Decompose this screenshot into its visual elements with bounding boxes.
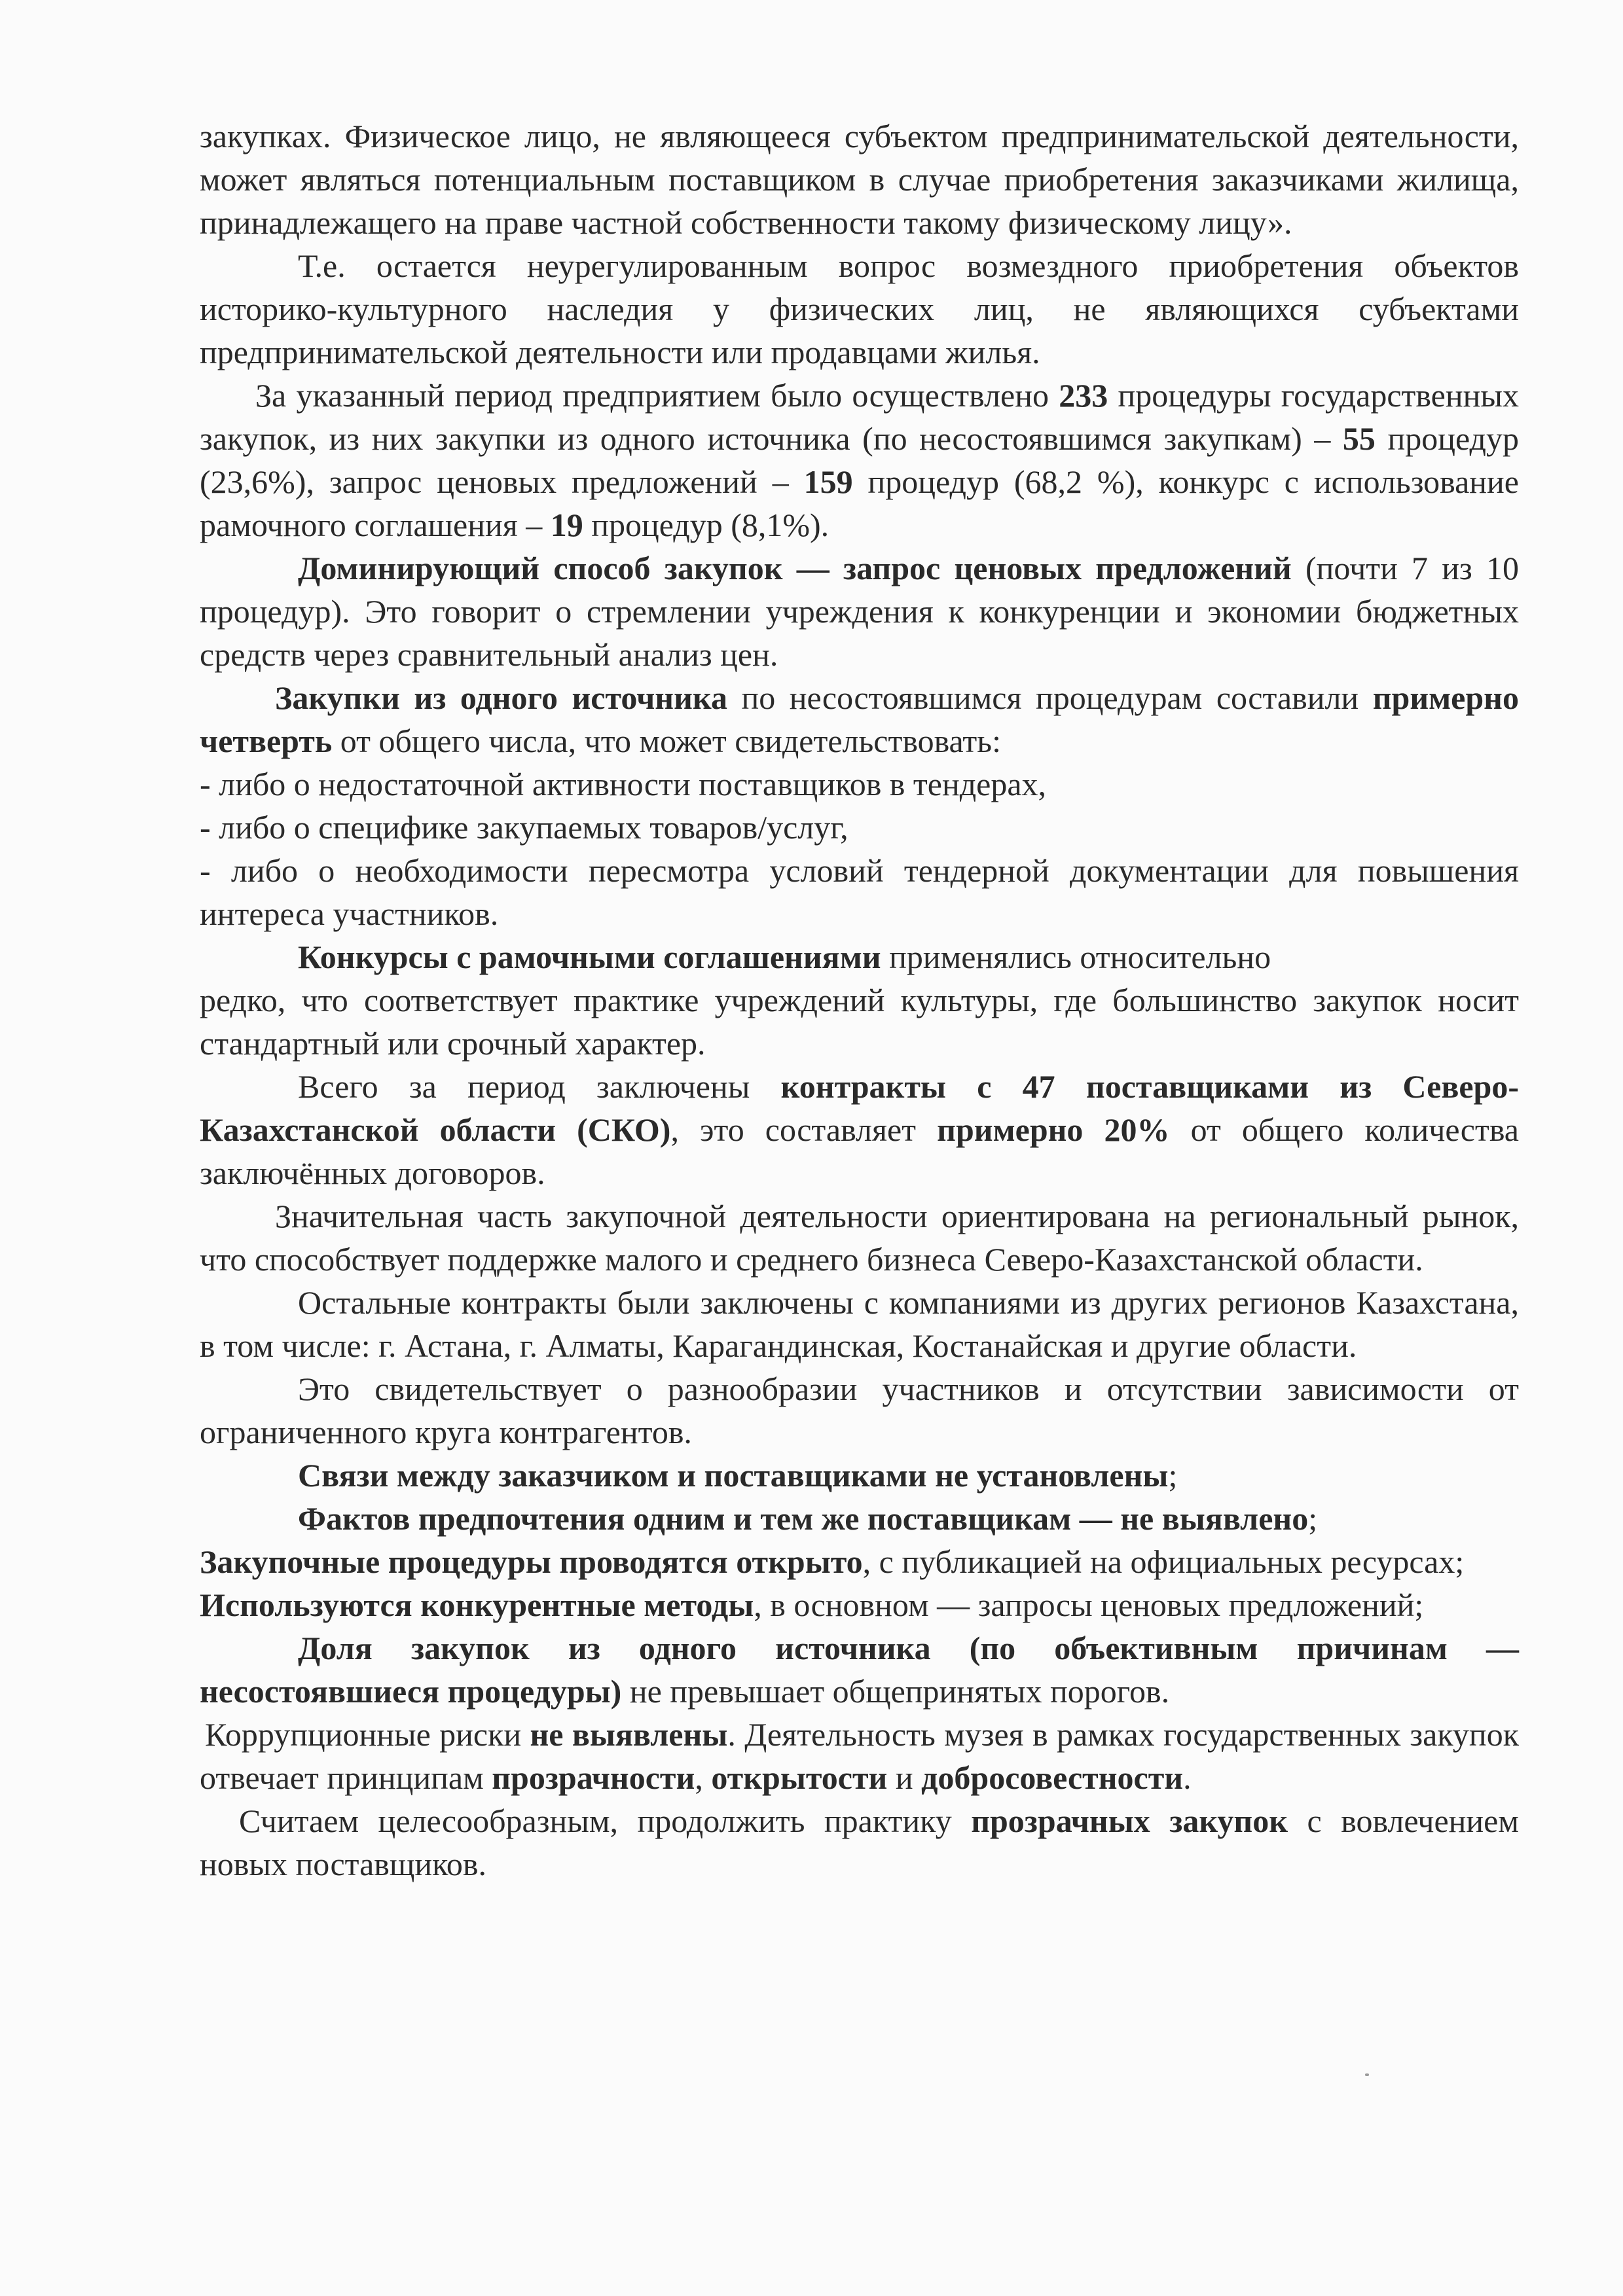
finding-corruption-risks: Коррупционные риски не выявлены. Деятельность музея в рамках государственных закупок отвечает принципам прозрачности, открытости и добросовестности. <box>200 1716 1519 1796</box>
finding-no-links: Связи между заказчиком и поставщиками не установлены; <box>298 1457 1178 1494</box>
list-item: - либо о недостаточной активности поставщиков в тендерах, <box>200 766 1047 802</box>
paragraph-dominant-method: Доминирующий способ закупок — запрос ценовых предложений (почти 7 из 10 процедур). Это говорит о стремлении учреждения к конкуренции и экономии бюджетных средств через сравнительный анализ цен. <box>200 550 1519 673</box>
procedures-total: 233 <box>1059 377 1108 414</box>
scan-speck <box>1365 2073 1369 2076</box>
price-request-count: 159 <box>803 463 853 500</box>
paragraph-procedure-counts: За указанный период предприятием было осуществлено 233 процедуры государственных закупок, из них закупки из одного источника (по несостоявшимся закупкам) – 55 процедур (23,6%), запрос ценовых предложений – 159 процедур (68,2 %), конкурс с использование рамочного соглашения – 19 процедур (8,1%). <box>200 377 1519 543</box>
paragraph-single-source: Закупки из одного источника по несостоявшимся процедурам составили примерно четверть от общего числа, что может свидетельствовать: <box>200 679 1519 759</box>
paragraph-framework-contests-cont: редко, что соответствует практике учреждений культуры, где большинство закупок носит стандартный или срочный характер. <box>200 982 1519 1062</box>
paragraph-framework-contests: Конкурсы с рамочными соглашениями применялись относительно <box>298 939 1271 975</box>
paragraph-individual-supplier: закупках. Физическое лицо, не являющееся субъектом предпринимательской деятельности, может являться потенциальным поставщиком в случае приобретения заказчиками жилища, принадлежащего на праве частной собственности такому физическому лицу». <box>200 118 1519 241</box>
framework-count: 19 <box>550 507 583 543</box>
list-item: - либо о необходимости пересмотра условий тендерной документации для повышения интереса участников. <box>200 852 1519 932</box>
paragraph-diversity: Это свидетельствует о разнообразии участников и отсутствии зависимости от ограниченного круга контрагентов. <box>200 1371 1519 1450</box>
paragraph-sko-contracts: Всего за период заключены контракты с 47 поставщиками из Северо-Казахстанской области (СКО), это составляет примерно 20% от общего количества заключённых договоров. <box>200 1068 1519 1191</box>
finding-open-procedures: Закупочные процедуры проводятся открыто, с публикацией на официальных ресурсах; <box>200 1543 1465 1580</box>
list-item: - либо о специфике закупаемых товаров/услуг, <box>200 809 848 846</box>
paragraph-other-regions: Остальные контракты были заключены с компаниями из других регионов Казахстана, в том числе: г. Астана, г. Алматы, Карагандинская, Костанайская и другие области. <box>200 1284 1519 1364</box>
finding-competitive-methods: Используются конкурентные методы, в основном — запросы ценовых предложений; <box>200 1587 1424 1623</box>
document-body <box>200 115 1519 1886</box>
paragraph-regional-market: Значительная часть закупочной деятельности ориентирована на региональный рынок, что способствует поддержке малого и среднего бизнеса Северо-Казахстанской области. <box>200 1198 1519 1278</box>
single-source-count: 55 <box>1342 420 1376 457</box>
finding-no-preference: Фактов предпочтения одним и тем же поставщикам — не выявлено; <box>298 1500 1318 1537</box>
finding-single-source-share: Доля закупок из одного источника (по объективным причинам — несостоявшиеся процедуры) не превышает общепринятых порогов. <box>200 1630 1519 1710</box>
paragraph-conclusion: Считаем целесообразным, продолжить практику прозрачных закупок с вовлечением новых поставщиков. <box>200 1803 1519 1882</box>
paragraph-unregulated-issue: Т.е. остается неурегулированным вопрос возмездного приобретения объектов историко-культурного наследия у физических лиц, не являющихся субъектами предпринимательской деятельности или продавцами жилья. <box>200 247 1519 370</box>
